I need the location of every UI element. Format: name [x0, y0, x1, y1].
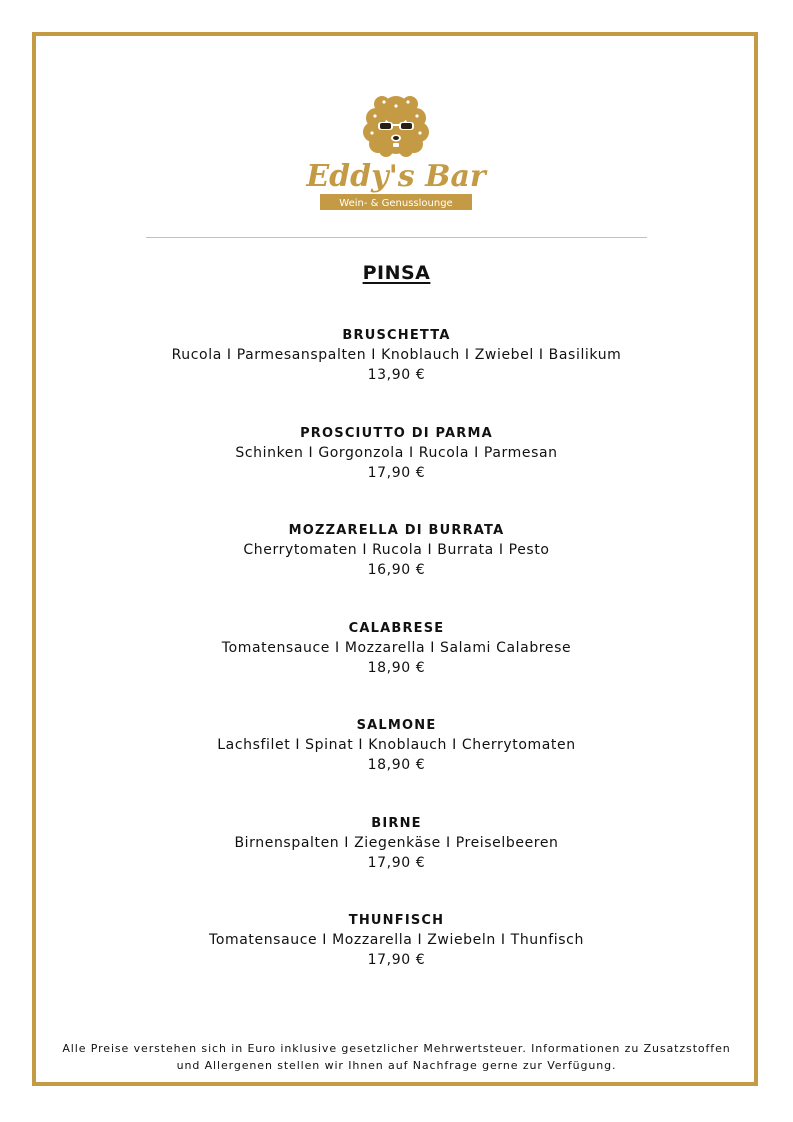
menu-item — [0, 814, 793, 873]
menu-item-price: 17,90 € — [367, 855, 426, 871]
disclaimer-line-2: und Allergenen stellen wir Ihnen auf Nachfrage gerne zur Verfügung. — [176, 1059, 617, 1072]
menu-item-price: 16,90 € — [367, 562, 426, 578]
menu-item-description: Birnenspalten I Ziegenkäse I Preiselbeeren — [234, 835, 559, 851]
menu-item-price: 18,90 € — [367, 757, 426, 773]
menu-item-name: BIRNE — [371, 816, 422, 831]
menu-item-price: 13,90 € — [367, 367, 426, 383]
menu-item-price: 17,90 € — [367, 952, 426, 968]
header-divider — [146, 237, 647, 238]
price-disclaimer — [40, 1040, 753, 1074]
menu-item — [0, 424, 793, 483]
menu-item-name: SALMONE — [356, 718, 437, 733]
disclaimer-line-1: Alle Preise verstehen sich in Euro inklusive gesetzlicher Mehrwertsteuer. Informationen zu Zusatzstoffen — [62, 1042, 731, 1055]
svg-text:Eddy's Bar: Eddy's Bar — [306, 159, 486, 194]
menu-item — [0, 619, 793, 678]
menu-item — [0, 521, 793, 580]
menu-item-price: 18,90 € — [367, 660, 426, 676]
menu-item-description: Schinken I Gorgonzola I Rucola I Parmesan — [235, 445, 558, 461]
menu-item-price: 17,90 € — [367, 465, 426, 481]
menu-item-name: PROSCIUTTO DI PARMA — [300, 426, 493, 441]
menu-item-description: Cherrytomaten I Rucola I Burrata I Pesto — [243, 542, 550, 558]
svg-text:Wein- & Genusslounge: Wein- & Genusslounge — [339, 198, 453, 209]
menu-item — [0, 716, 793, 775]
menu-item-name: CALABRESE — [348, 621, 445, 636]
menu-item-name: THUNFISCH — [348, 913, 445, 928]
menu-item-description: Tomatensauce I Mozzarella I Salami Calabrese — [221, 640, 572, 656]
menu-item — [0, 911, 793, 970]
menu-item — [0, 326, 793, 385]
section-title: PINSA — [362, 262, 431, 284]
menu-item-name: MOZZARELLA DI BURRATA — [288, 523, 505, 538]
menu-item-name: BRUSCHETTA — [342, 328, 451, 343]
menu-item-description: Lachsfilet I Spinat I Knoblauch I Cherrytomaten — [217, 737, 576, 753]
menu-item-description: Tomatensauce I Mozzarella I Zwiebeln I Thunfisch — [209, 932, 584, 948]
menu-item-description: Rucola I Parmesanspalten I Knoblauch I Zwiebel I Basilikum — [171, 347, 622, 363]
eddys-bar-logo — [306, 88, 486, 212]
